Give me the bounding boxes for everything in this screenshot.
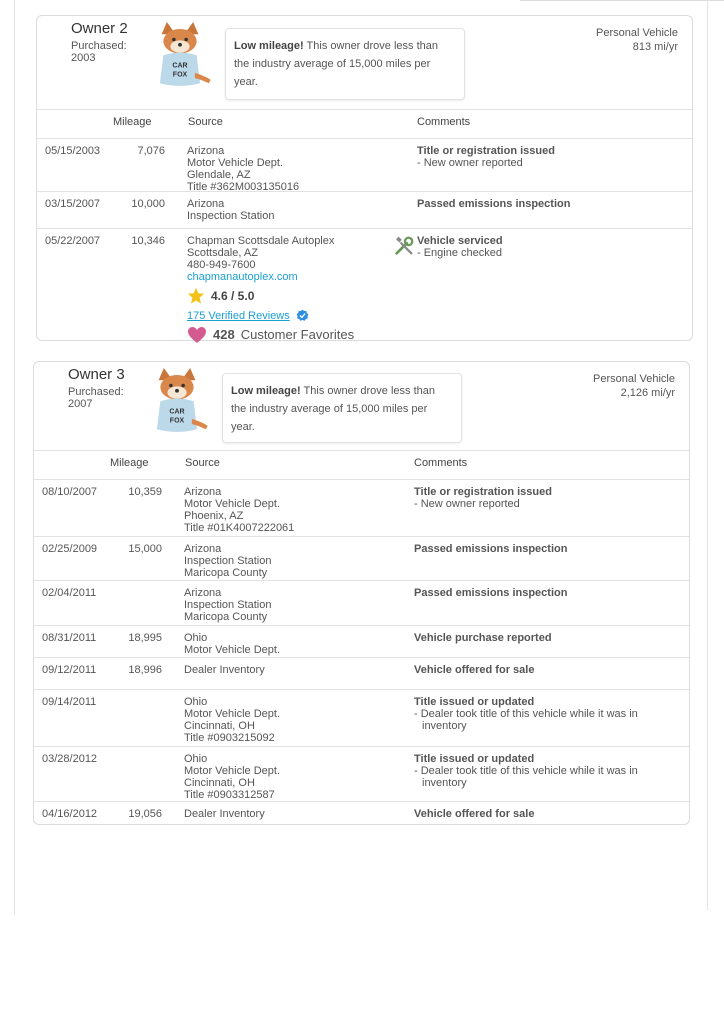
comment-title: Passed emissions inspection (414, 543, 568, 555)
source-line: Cincinnati, OH (184, 720, 255, 732)
comment-title: Passed emissions inspection (414, 587, 568, 599)
purchased-year: 2003 (71, 52, 96, 64)
source-line: Arizona (184, 543, 222, 555)
history-row (34, 581, 689, 626)
svg-text:FOX: FOX (172, 71, 188, 79)
dealer-rating (187, 287, 397, 305)
source-line: Dealer Inventory (184, 664, 265, 676)
purchased-label: Purchased: (71, 40, 127, 52)
row-comments (417, 145, 687, 169)
row-date: 05/22/2007 (45, 235, 101, 247)
row-date: 04/16/2012 (42, 808, 98, 820)
history-row (34, 658, 689, 690)
row-comments (414, 587, 684, 599)
annual-miles: 2,126 mi/yr (620, 387, 675, 399)
source-line: 480-949-7600 (187, 259, 256, 271)
table-header (37, 110, 692, 139)
vehicle-usage (593, 372, 675, 400)
source-line: Inspection Station (184, 599, 272, 611)
row-mileage: 10,000 (131, 198, 165, 210)
dealer-website-link[interactable]: chapmanautoplex.com (187, 271, 298, 283)
owner-title: Owner 2 (71, 20, 128, 37)
history-row (34, 537, 689, 581)
source-line: Motor Vehicle Dept. (184, 708, 280, 720)
row-mileage: 10,346 (131, 235, 165, 247)
low-mileage-text: This owner drove less than the industry average of 15,000 miles per year. (234, 40, 438, 88)
source-line: Arizona (187, 198, 225, 210)
row-source (184, 696, 394, 744)
owner-2-section (36, 15, 693, 341)
row-date: 08/10/2007 (42, 486, 98, 498)
row-comments (414, 543, 684, 555)
low-mileage-note (225, 28, 465, 100)
owner-header (34, 362, 689, 451)
source-line: Arizona (187, 145, 225, 157)
source-line: Arizona (184, 587, 222, 599)
source-line: Motor Vehicle Dept. (187, 157, 283, 169)
row-source (187, 198, 397, 222)
rating-value: 4.6 / 5.0 (211, 289, 255, 303)
fox-mascot-icon (145, 22, 215, 92)
purchased-year: 2007 (68, 398, 93, 410)
row-date: 03/28/2012 (42, 753, 98, 765)
row-source (184, 753, 394, 801)
comment-line: - Engine checked (417, 247, 502, 259)
low-mileage-label: Low mileage! (234, 40, 304, 52)
source-line: Title #0903215092 (184, 732, 275, 744)
row-source (184, 632, 394, 656)
comment-line: inventory (422, 720, 467, 732)
history-row (34, 690, 689, 747)
vehicle-usage (596, 26, 678, 54)
mileage-header: Mileage (113, 116, 152, 128)
source-line: Phoenix, AZ (184, 510, 244, 522)
row-date: 03/15/2007 (45, 198, 101, 210)
comment-title: Title or registration issued (417, 145, 555, 157)
row-date: 08/31/2011 (42, 632, 97, 644)
row-comments (414, 664, 684, 676)
low-mileage-note (222, 373, 462, 443)
row-comments (417, 198, 687, 210)
history-row (37, 192, 692, 229)
source-line: Arizona (184, 486, 222, 498)
page-edge (14, 0, 15, 915)
source-line: Scottsdale, AZ (187, 247, 258, 259)
source-line: Glendale, AZ (187, 169, 251, 181)
reviews-row (187, 309, 397, 322)
comment-title: Vehicle offered for sale (414, 808, 535, 820)
source-line: Dealer Inventory (184, 808, 265, 820)
source-header: Source (185, 457, 220, 469)
low-mileage-label: Low mileage! (231, 385, 301, 397)
comments-header: Comments (414, 457, 468, 469)
source-header: Source (188, 116, 223, 128)
source-line: Title #362M003135016 (187, 181, 300, 193)
source-line: Ohio (184, 696, 208, 708)
purchased-label: Purchased: (68, 386, 124, 398)
purchased-info (68, 386, 124, 410)
comment-title: Vehicle purchase reported (414, 632, 552, 644)
comments-header: Comments (417, 116, 471, 128)
comment-title: Title issued or updated (414, 696, 535, 708)
row-source (184, 664, 394, 676)
source-line: Chapman Scottsdale Autoplex (187, 235, 335, 247)
row-source (184, 543, 394, 579)
source-line: Cincinnati, OH (184, 777, 255, 789)
row-date: 02/04/2011 (42, 587, 97, 599)
row-comments (414, 486, 684, 510)
history-row (34, 747, 689, 802)
svg-text:CAR: CAR (172, 62, 188, 70)
source-line: Motor Vehicle Dept. (184, 644, 280, 656)
row-comments (414, 753, 684, 789)
annual-miles: 813 mi/yr (632, 41, 678, 53)
row-date: 05/15/2003 (45, 145, 101, 157)
row-date: 09/12/2011 (42, 664, 97, 676)
source-line: Ohio (184, 753, 208, 765)
row-mileage: 10,359 (128, 486, 162, 498)
row-mileage: 19,056 (128, 808, 162, 820)
row-source (184, 587, 394, 623)
row-mileage: 18,996 (128, 664, 162, 676)
comment-line: - Dealer took title of this vehicle while it was in (414, 708, 638, 720)
source-line: Motor Vehicle Dept. (184, 765, 280, 777)
row-date: 09/14/2011 (42, 696, 97, 708)
row-mileage: 18,995 (128, 632, 162, 644)
row-source (187, 145, 397, 193)
customer-favorites (187, 326, 397, 344)
comment-line: inventory (422, 777, 467, 789)
comment-title: Vehicle offered for sale (414, 664, 535, 676)
comment-title: Title issued or updated (414, 753, 535, 765)
history-row (34, 626, 689, 658)
vehicle-type: Personal Vehicle (596, 27, 678, 39)
source-line: Inspection Station (187, 210, 275, 222)
source-line: Maricopa County (184, 567, 268, 579)
row-source (184, 486, 394, 534)
owner-header (37, 16, 692, 110)
purchased-info (71, 40, 127, 64)
row-mileage: 7,076 (137, 145, 165, 157)
svg-text:CAR: CAR (169, 408, 185, 416)
comment-title: Title or registration issued (414, 486, 552, 498)
vehicle-type: Personal Vehicle (593, 373, 675, 385)
history-row (34, 802, 689, 832)
comment-line: - Dealer took title of this vehicle while it was in (414, 765, 638, 777)
row-comments (414, 632, 684, 644)
history-row (34, 480, 689, 537)
source-line: Ohio (184, 632, 208, 644)
comment-line: - New owner reported (417, 157, 523, 169)
mileage-header: Mileage (110, 457, 149, 469)
verified-reviews-link[interactable]: 175 Verified Reviews (187, 309, 290, 322)
comment-title: Passed emissions inspection (417, 198, 571, 210)
favorites-label: Customer Favorites (240, 327, 355, 342)
source-line: Motor Vehicle Dept. (184, 498, 280, 510)
row-comments (414, 808, 684, 820)
row-source (187, 235, 397, 344)
verified-badge-icon (296, 309, 309, 322)
heart-icon (187, 326, 207, 344)
row-source (184, 808, 394, 820)
favorites-count: 428 (213, 327, 235, 342)
row-comments (414, 696, 684, 732)
row-date: 02/25/2009 (42, 543, 98, 555)
table-header (34, 451, 689, 480)
comment-line: - New owner reported (414, 498, 520, 510)
owner-title: Owner 3 (68, 366, 125, 383)
svg-text:FOX: FOX (169, 417, 185, 425)
history-row (37, 139, 692, 192)
row-mileage: 15,000 (128, 543, 162, 555)
star-icon (187, 287, 205, 305)
source-line: Inspection Station (184, 555, 272, 567)
fox-mascot-icon (142, 368, 212, 438)
wrench-screwdriver-icon (393, 235, 415, 257)
source-line: Title #0903312587 (184, 789, 275, 801)
comment-title: Vehicle serviced (417, 235, 503, 247)
owner-3-section (33, 361, 690, 825)
row-comments (417, 235, 687, 259)
low-mileage-text: This owner drove less than the industry average of 15,000 miles per year. (231, 385, 435, 433)
page-edge (707, 0, 708, 910)
source-line: Title #01K4007222061 (184, 522, 295, 534)
page-edge (520, 0, 724, 1)
history-row (37, 229, 692, 345)
source-line: Maricopa County (184, 611, 268, 623)
